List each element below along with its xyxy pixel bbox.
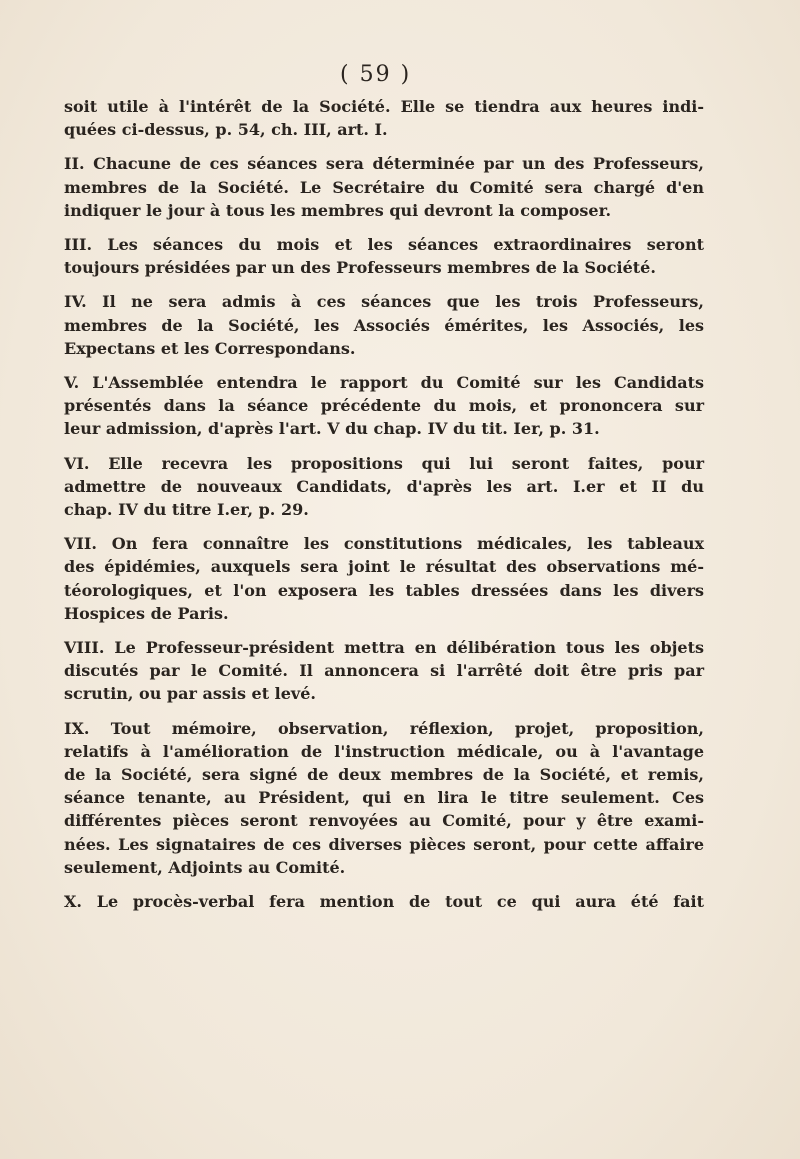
article-viii (64, 636, 704, 706)
text-line: des épidémies, auxquels sera joint le résultat des observations mé- (64, 557, 704, 577)
text-line: quées ci-dessus, p. 54, ch. III, art. I. (64, 120, 388, 140)
text-line: indiquer le jour à tous les membres qui devront la composer. (64, 200, 612, 220)
article-vii (64, 532, 704, 625)
text-line: leur admission, d'après l'art. V du chap. IV du tit. Ier, p. 31. (64, 419, 600, 439)
text-line: membres de la Société, les Associés émérites, les Associés, les (64, 315, 704, 335)
text-line: VI. Elle recevra les propositions qui lui seront faites, pour (64, 453, 704, 473)
text-line: soit utile à l'intérêt de la Société. Elle se tiendra aux heures indi- (64, 97, 704, 116)
paragraph-continuation (64, 95, 704, 141)
article-iii (64, 233, 704, 279)
text-line: relatifs à l'amélioration de l'instruction médicale, ou à l'avantage (64, 741, 704, 761)
article-ii (64, 152, 704, 222)
text-line: Expectans et les Correspondans. (64, 338, 356, 358)
text-line: admettre de nouveaux Candidats, d'après les art. I.er et II du (64, 476, 704, 496)
text-line: discutés par le Comité. Il annoncera si l'arrêté doit être pris par (64, 661, 704, 681)
text-line: VIII. Le Professeur-président mettra en délibération tous les objets (64, 638, 704, 658)
text-line: III. Les séances du mois et les séances extraordinaires seront (64, 235, 704, 255)
article-x (64, 890, 704, 913)
body-text (64, 95, 704, 924)
text-line: Hospices de Paris. (64, 603, 229, 623)
text-line: IX. Tout mémoire, observation, réflexion, projet, proposition, (64, 718, 704, 738)
text-line: X. Le procès-verbal fera mention de tout ce qui aura été fait (64, 892, 704, 912)
text-line: seulement, Adjoints au Comité. (64, 857, 346, 877)
text-line: de la Société, sera signé de deux membres de la Société, et remis, (64, 765, 704, 785)
text-line: IV. Il ne sera admis à ces séances que les trois Professeurs, (64, 292, 704, 312)
text-line: différentes pièces seront renvoyées au Comité, pour y être exami- (64, 811, 704, 831)
text-line: chap. IV du titre I.er, p. 29. (64, 500, 309, 520)
text-line: scrutin, ou par assis et levé. (64, 684, 316, 704)
article-iv (64, 290, 704, 360)
text-line: II. Chacune de ces séances sera déterminée par un des Professeurs, (64, 154, 704, 174)
article-v (64, 371, 704, 441)
text-line: membres de la Société. Le Secrétaire du Comité sera chargé d'en (64, 177, 704, 197)
text-line: toujours présidées par un des Professeurs membres de la Société. (64, 258, 656, 278)
article-ix (64, 717, 704, 879)
text-line: VII. On fera connaître les constitutions médicales, les tableaux (64, 534, 704, 554)
article-vi (64, 452, 704, 522)
text-line: téorologiques, et l'on exposera les tables dressées dans les divers (64, 580, 704, 600)
text-line: présentés dans la séance précédente du mois, et prononcera sur (64, 396, 704, 416)
page-number: ( 59 ) (340, 62, 412, 87)
text-line: V. L'Assemblée entendra le rapport du Comité sur les Candidats (64, 373, 704, 393)
text-line: nées. Les signataires de ces diverses pièces seront, pour cette affaire (64, 834, 704, 854)
text-line: séance tenante, au Président, qui en lira le titre seulement. Ces (64, 788, 704, 808)
